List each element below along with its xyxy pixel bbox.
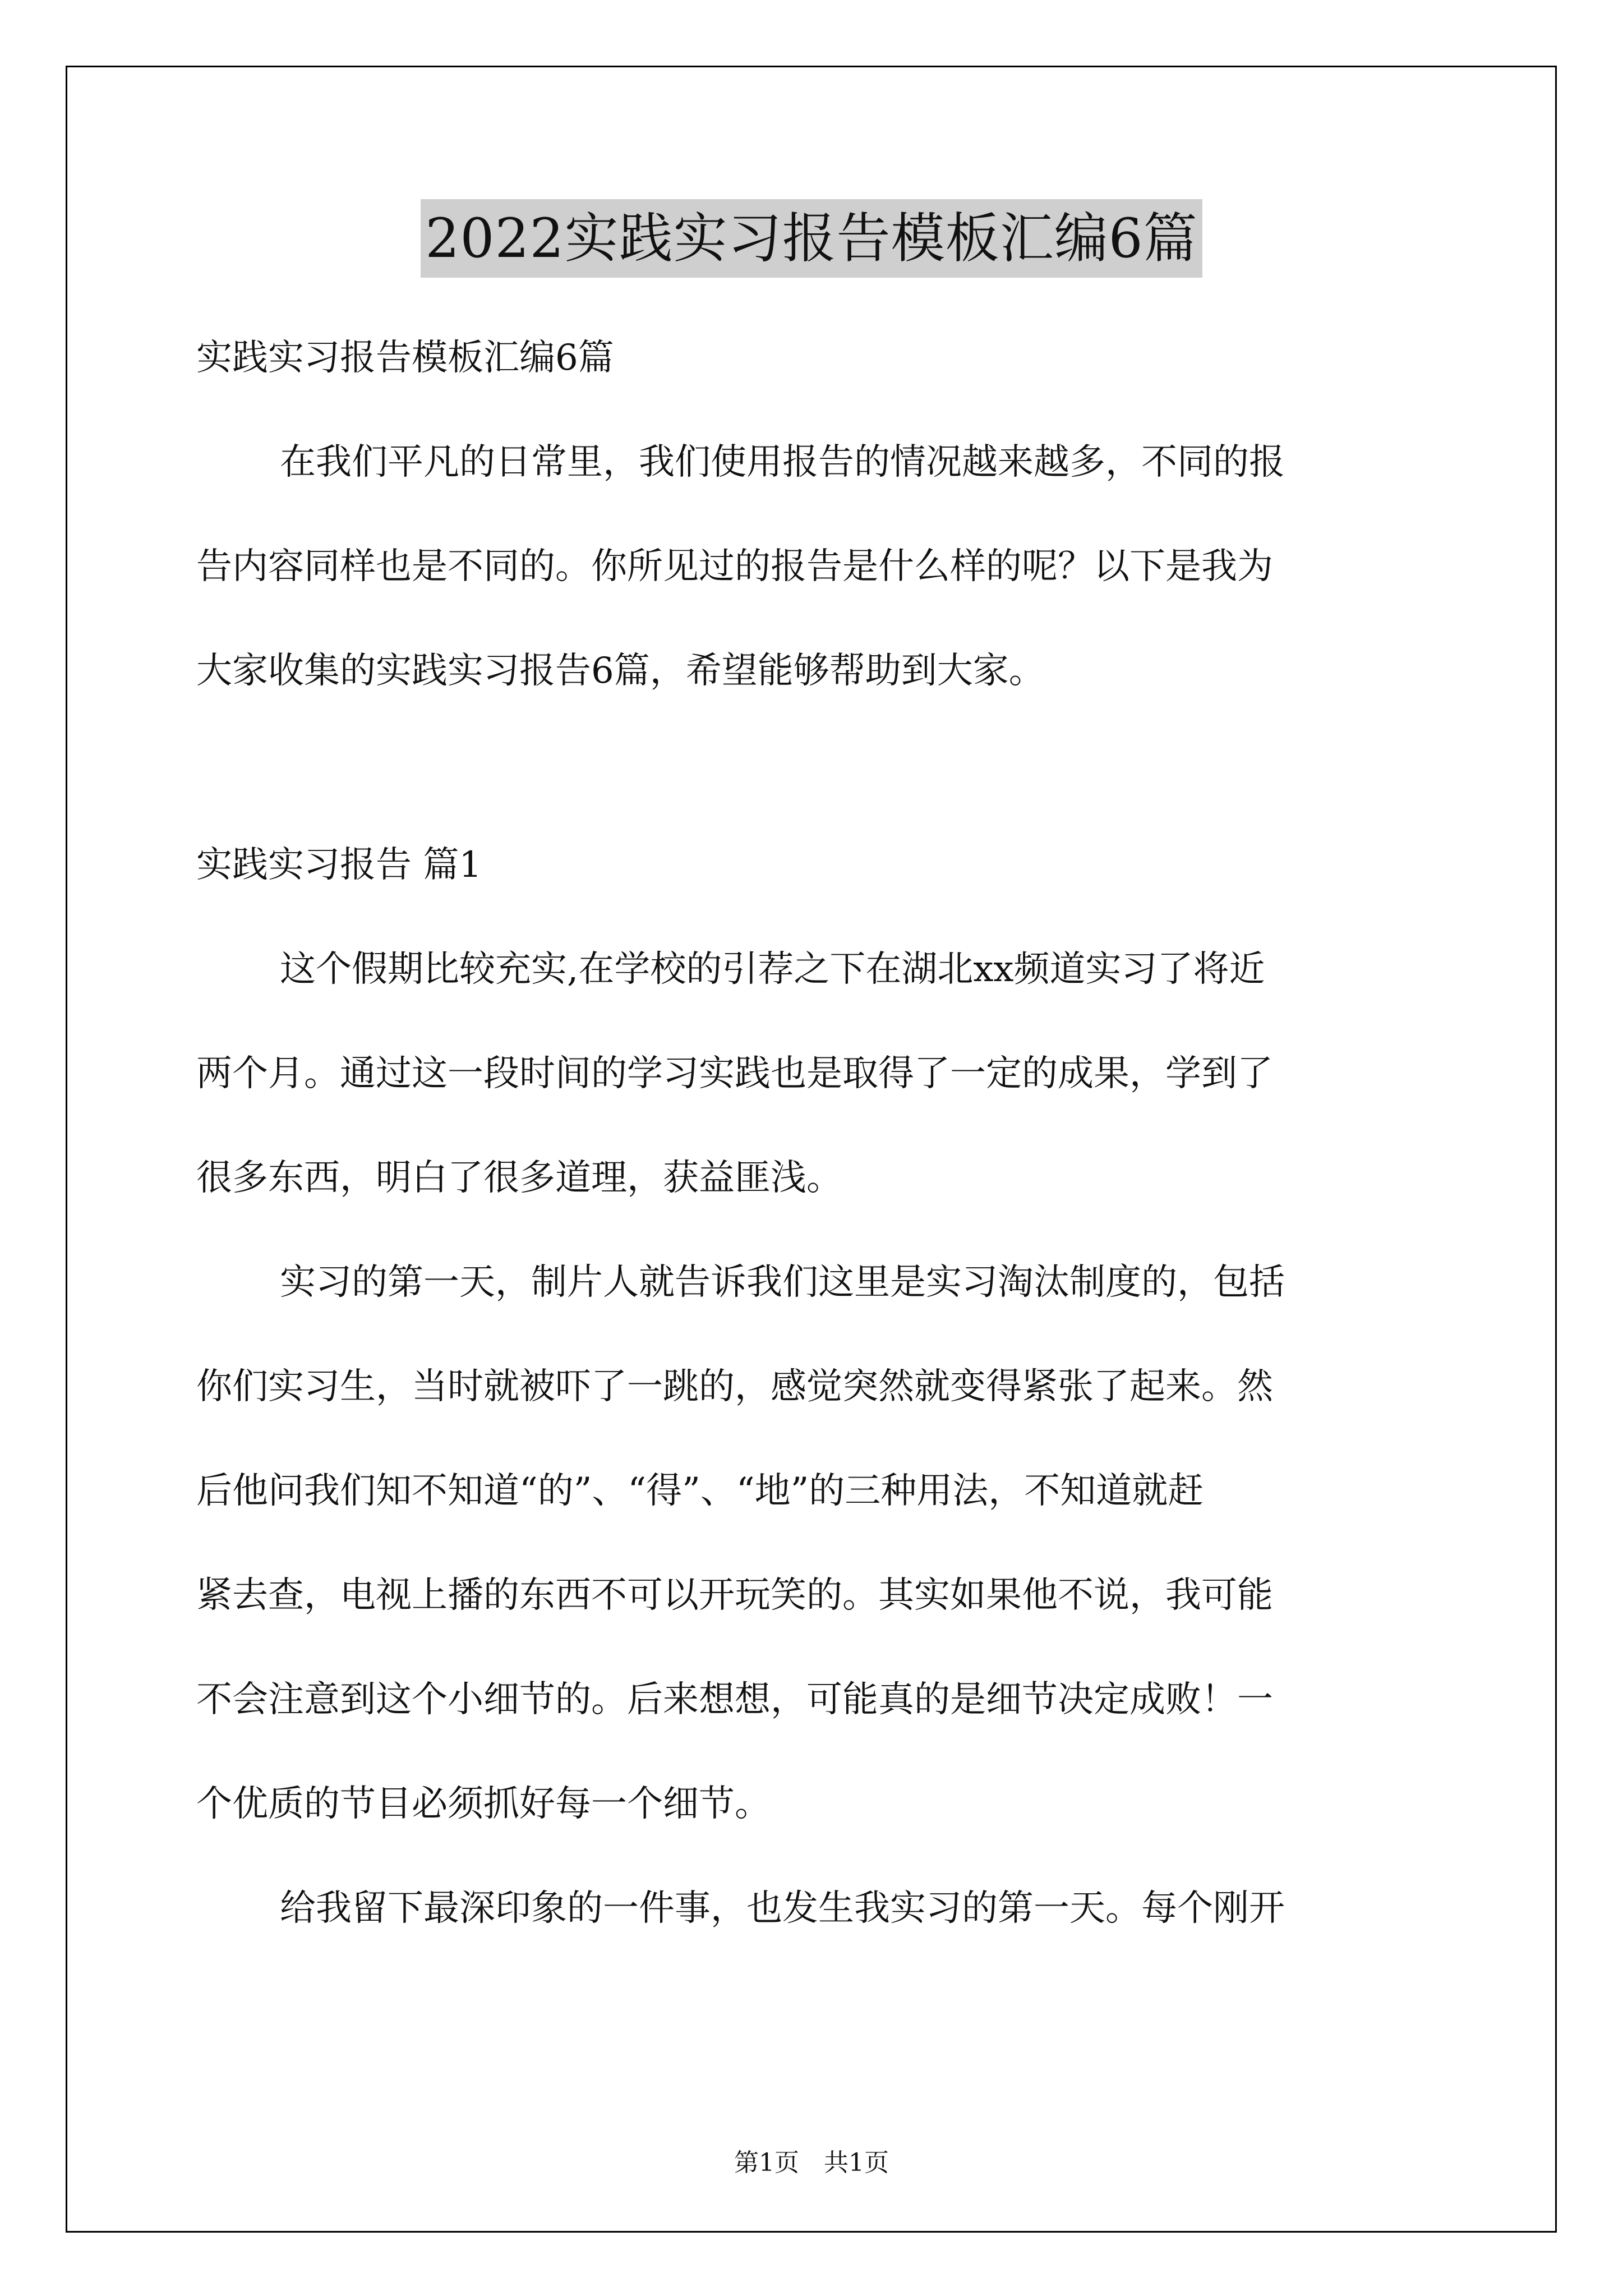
document-body	[196, 306, 1436, 1961]
intro-line: 在我们平凡的日常里，我们使用报告的情况越来越多，不同的报	[280, 441, 1285, 483]
paragraph-line: 很多东西，明白了很多道理，获益匪浅。	[196, 1157, 842, 1199]
intro-line: 告内容同样也是不同的。你所见过的报告是什么样的呢？以下是我为	[196, 546, 1273, 587]
paragraph-line: 实习的第一天，制片人就告诉我们这里是实习淘汰制度的，包括	[280, 1262, 1285, 1303]
document-subtitle: 实践实习报告模板汇编6篇	[196, 337, 614, 379]
page-footer: 第1页 共1页	[734, 2148, 889, 2177]
section-heading: 实践实习报告 篇1	[196, 844, 482, 886]
document-title: 2022实践实习报告模板汇编6篇	[421, 199, 1202, 278]
paragraph-line: 两个月。通过这一段时间的学习实践也是取得了一定的成果，学到了	[196, 1053, 1273, 1094]
paragraph-line: 给我留下最深印象的一件事，也发生我实习的第一天。每个刚开	[280, 1888, 1285, 1929]
paragraph-line: 后他问我们知不知道“的”、“得”、“地”的三种用法，不知道就赶	[196, 1470, 1204, 1512]
intro-line: 大家收集的实践实习报告6篇，希望能够帮助到大家。	[196, 650, 1045, 692]
title-container	[0, 199, 1623, 278]
paragraph-line: 个优质的节目必须抓好每一个细节。	[196, 1783, 771, 1825]
paragraph-line: 不会注意到这个小细节的。后来想想，可能真的是细节决定成败！一	[196, 1679, 1273, 1720]
paragraph-line: 你们实习生，当时就被吓了一跳的，感觉突然就变得紧张了起来。然	[196, 1366, 1273, 1407]
paragraph-line: 紧去查，电视上播的东西不可以开玩笑的。其实如果他不说，我可能	[196, 1575, 1273, 1616]
section-spacer	[196, 723, 1436, 813]
paragraph-line: 这个假期比较充实,在学校的引荐之下在湖北xx频道实习了将近	[280, 949, 1265, 990]
